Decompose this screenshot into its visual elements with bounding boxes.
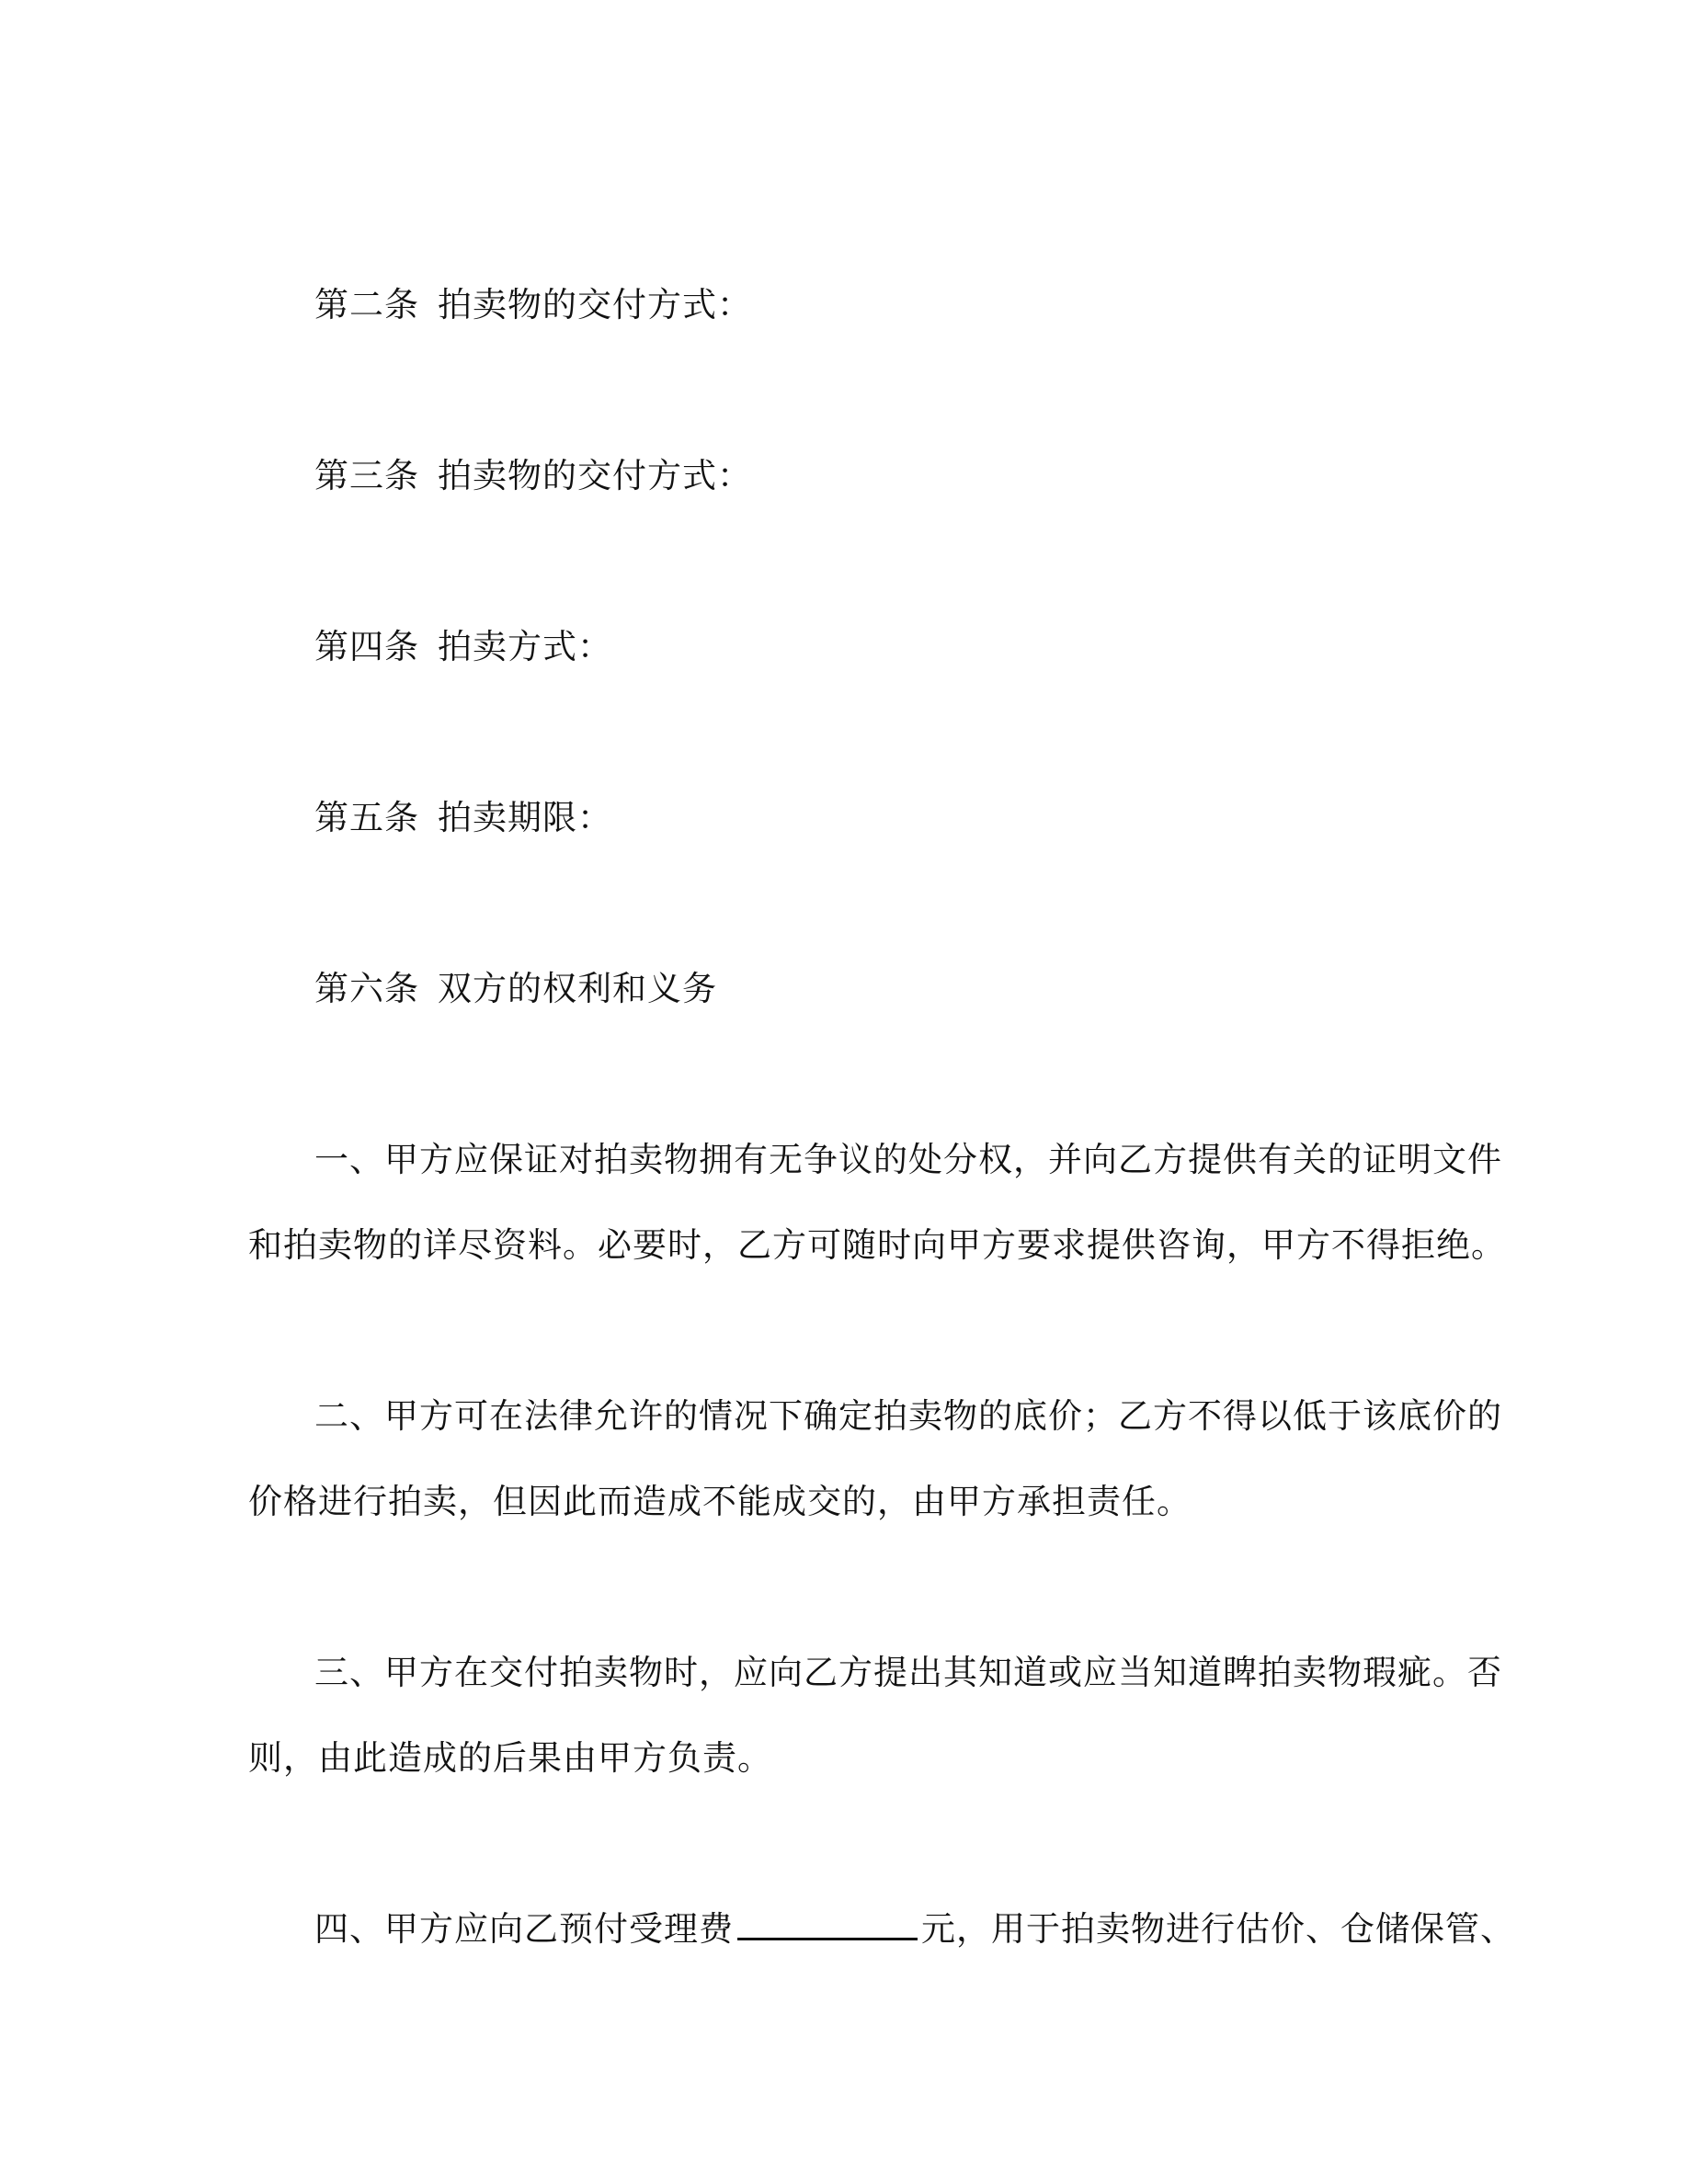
article-2-number: 第二条 [314, 285, 419, 324]
clause-4-line-1 [314, 1907, 1515, 1951]
fee-blank-line [737, 1910, 918, 1940]
clause-3-line-1: 三、甲方在交付拍卖物时，应向乙方提出其知道或应当知道睥拍卖物瑕疵。否 [314, 1653, 1502, 1692]
article-6-number: 第六条 [314, 969, 419, 1008]
clause-4-text-before: 四、甲方应向乙预付受理费 [314, 1909, 734, 1949]
article-5-heading [314, 796, 612, 840]
clause-2-line-2: 价格进行拍卖，但因此而造成不能成交的，由甲方承担责任。 [248, 1482, 1192, 1521]
article-2-title: 拍卖物的交付方式： [438, 285, 752, 324]
article-4-title: 拍卖方式： [438, 627, 612, 666]
article-6-title: 双方的权利和义务 [438, 969, 717, 1008]
clause-4-text-after: 元，用于拍卖物进行估价、仓储保管、 [921, 1909, 1515, 1949]
article-5-title: 拍卖期限： [438, 798, 612, 837]
article-3-title: 拍卖物的交付方式： [438, 456, 752, 495]
article-3-number: 第三条 [314, 456, 419, 495]
clause-1-line-1: 一、甲方应保证对拍卖物拥有无争议的处分权，并向乙方提供有关的证明文件 [314, 1140, 1502, 1179]
article-5-number: 第五条 [314, 798, 419, 837]
article-3-heading [314, 454, 752, 498]
article-2-heading [314, 283, 752, 327]
clause-1-line-2: 和拍卖物的详尽资料。必要时，乙方可随时向甲方要求提供咨询，甲方不得拒绝。 [248, 1225, 1506, 1265]
clause-3-line-2: 则，由此造成的后果由甲方负责。 [248, 1738, 772, 1778]
article-4-number: 第四条 [314, 627, 419, 666]
article-4-heading [314, 625, 612, 669]
article-6-heading [314, 967, 717, 1011]
clause-2-line-1: 二、甲方可在法律允许的情况下确定拍卖物的底价；乙方不得以低于该底价的 [314, 1396, 1502, 1436]
